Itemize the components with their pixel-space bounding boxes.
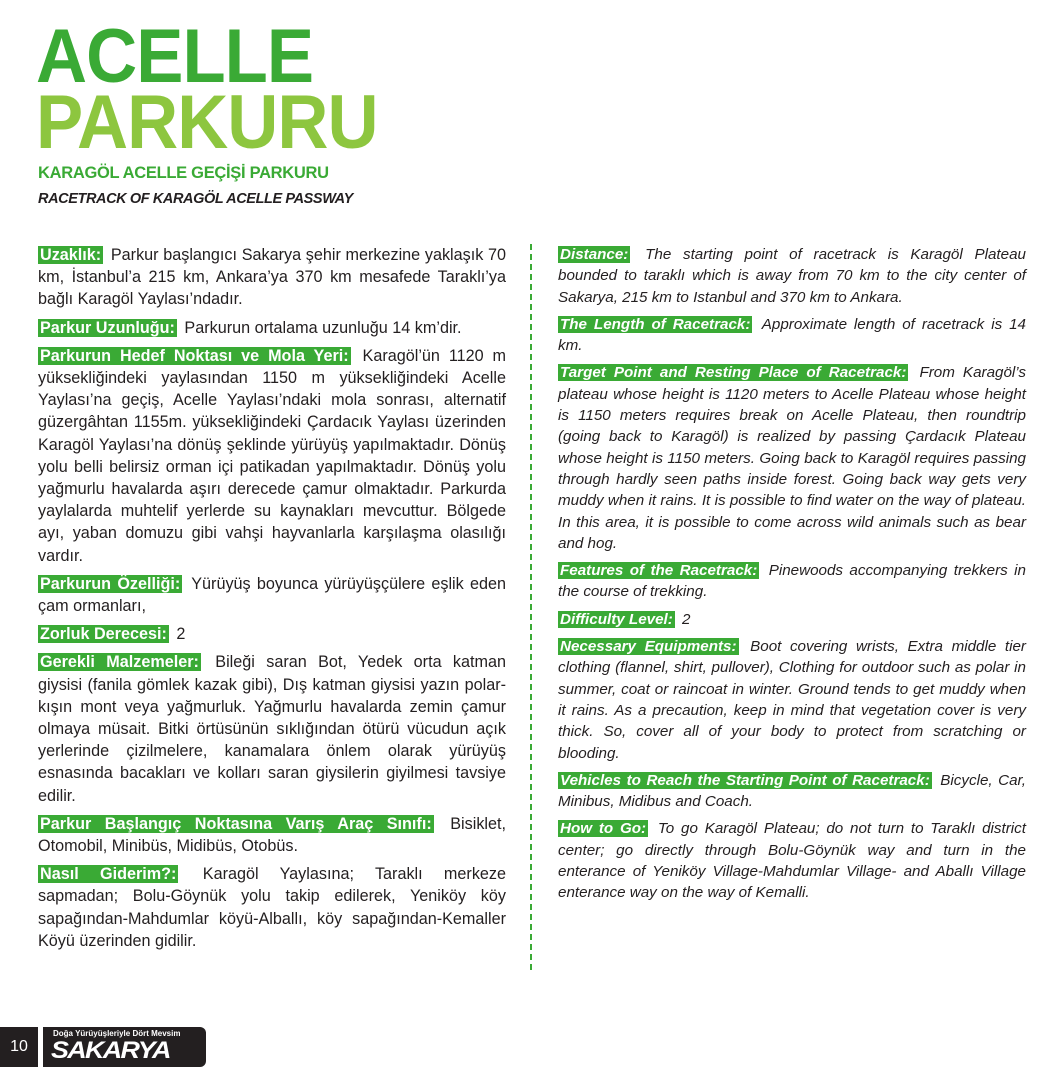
- section-equipment-en: [558, 636, 1026, 764]
- section-features-tr: [38, 573, 506, 617]
- section-text: Approximate length of racetrack is 14 km.: [558, 315, 1026, 355]
- section-text: Bicycle, Car, Minibus, Midibus and Coach.: [558, 771, 1026, 811]
- section-equipment-tr: [38, 651, 506, 806]
- section-label: Gerekli Malzemeler:: [40, 653, 199, 672]
- section-howto-tr: [38, 863, 506, 952]
- section-difficulty-en: [558, 609, 1026, 630]
- section-length-en: [558, 314, 1026, 357]
- section-howto-en: [558, 818, 1026, 903]
- section-text: Karagöl’ün 1120 m yüksekliğindeki yaylasından 1150 m yüksekliğindeki Acelle Yaylası’na geçiş, Acelle Yaylası’ndaki mola sonrası, alternatif güzergâhtan 1155m. yüksekliğindeki Çardacık Yaylası üzerinden Karagöl Yaylası’na dönüş şeklinde yürüyüş yapılmaktadır. Dönüş yolu belli belirsiz orman içi patikadan yapılmaktadır. Dönüş yolu yağmurlu havalarda aşırı derecede çamur olmaktadır. Parkurda yaylalarda muhtelif yerlerde su kaynakları mevcuttur. Bölgede ayı, yaban domuzu gibi vahşi hayvanlarla karşılaşma olasılığı vardır.: [38, 346, 506, 565]
- column-divider: [530, 244, 532, 970]
- section-text: 2: [682, 610, 691, 628]
- section-text: Parkurun ortalama uzunluğu 14 km’dir.: [184, 318, 462, 337]
- section-text: Parkur başlangıcı Sakarya şehir merkezine yaklaşık 70 km, İstanbul’a 215 km, Ankara’ya 370 km mesafede Taraklı’ya bağlı Karagöl Yaylası’ndadır.: [38, 246, 507, 309]
- english-column: [558, 244, 1026, 910]
- subtitle-english: RACETRACK OF KARAGÖL ACELLE PASSWAY: [38, 191, 353, 207]
- section-target-en: [558, 362, 1026, 554]
- subtitle-turkish: KARAGÖL ACELLE GEÇİŞİ PARKURU: [38, 164, 329, 182]
- section-label: Difficulty Level:: [560, 610, 673, 628]
- section-text: Pinewoods accompanying trekkers in the course of trekking.: [558, 562, 1026, 601]
- section-text: From Karagöl’s plateau whose height is 1120 meters to Acelle Plateau whose height is 1150 meters requires break on Acelle Plateau, then roundtrip (going back to Karagöl) is realized by passing Çardacık Plateau whose height is 1150 meters. Going back to Karagöl requires passing through hardly seen paths inside forest. Going back way gets very muddy when it rains. It is possible to find water on the way of plateau. In this area, it is possible to come across wild animals such as bear and hog.: [558, 364, 1026, 552]
- section-features-en: [558, 560, 1026, 603]
- section-label: Target Point and Resting Place of Racetrack:: [560, 364, 907, 382]
- section-text: Boot covering wrists, Extra middle tier clothing (flannel, shirt, pullover), Clothing for outdoor such as polar in summer, coat or raincoat in winter. Ground tends to get muddy when it rains. As a precaution, keep in mind that vegetation cover is very thick. So, cover all of your body to protect from scratching or blooding.: [558, 638, 1026, 762]
- section-text: To go Karagöl Plateau; do not turn to Taraklı district center; go directly through Bolu-Göynük way and turn in the enterance of Yeniköy Village-Mahdumlar Village- and Aballı Village enterance way on the way of Kemalli.: [558, 820, 1026, 902]
- section-distance-en: [558, 244, 1026, 308]
- section-text: Karagöl Yaylasına; Taraklı merkeze sapmadan; Bolu-Göynük yolu takip edilerek, Yeniköy köy sapağından-Mahdumlar köyü-Alballı, köy sapağından-Kemaller Köyü üzerinden gidilir.: [38, 865, 507, 950]
- section-label: Vehicles to Reach the Starting Point of Racetrack:: [560, 771, 930, 789]
- section-difficulty-tr: [38, 623, 506, 645]
- section-text: Bisiklet, Otomobil, Minibüs, Midibüs, Otobüs.: [38, 814, 507, 856]
- section-label: Necessary Equipments:: [560, 638, 737, 656]
- badge-tagline: Doğa Yürüyüşleriyle Dört Mevsim: [53, 1029, 181, 1038]
- section-label: Nasıl Giderim?:: [40, 865, 177, 884]
- sakarya-badge: [43, 1027, 206, 1067]
- section-vehicles-en: [558, 770, 1026, 813]
- section-distance-tr: [38, 244, 506, 311]
- section-text: Yürüyüş boyunca yürüyüşçülere eşlik eden çam ormanları,: [38, 574, 506, 616]
- section-label: Features of the Racetrack:: [560, 562, 758, 580]
- section-label: Parkur Başlangıç Noktasına Varış Araç Sınıfı:: [40, 814, 432, 833]
- turkish-column: [38, 244, 506, 958]
- section-vehicles-tr: [38, 813, 506, 857]
- section-text: Bileği saran Bot, Yedek orta katman giysisi (fanila gömlek kazak gibi), Dış katman giysisi yazın polar-kışın mont veya yağmurluk. Yağmurlu havalarda zemin çamur olmaya müsait. Bitki örtüsünün sıklığından ötürü vücudun açık yerlerinde çizilmelere, kanamalara önlem olarak yürüyüş esnasında bacakları ve kolları saran giysilerin giyilmesi tavsiye edilir.: [38, 653, 507, 805]
- section-label: Distance:: [560, 246, 629, 263]
- section-label: Zorluk Derecesi:: [40, 625, 167, 644]
- sakarya-logo: SAKARYA: [51, 1037, 170, 1064]
- section-label: Uzaklık:: [40, 246, 102, 264]
- section-target-tr: [38, 345, 506, 567]
- section-text: 2: [176, 625, 186, 644]
- section-label: How to Go:: [560, 820, 647, 838]
- page-number: 10: [0, 1027, 38, 1067]
- title-line-1: ACELLE: [36, 14, 314, 99]
- section-length-tr: [38, 317, 506, 339]
- section-label: Parkur Uzunluğu:: [40, 318, 175, 337]
- section-label: The Length of Racetrack:: [560, 315, 751, 333]
- title-line-2: PARKURU: [36, 80, 378, 165]
- section-label: Parkurun Özelliği:: [40, 574, 181, 593]
- section-text: The starting point of racetrack is Karagöl Plateau bounded to taraklı which is away from 70 km to the city center of Sakarya, 215 km to Istanbul and 370 km to Ankara.: [558, 246, 1026, 306]
- section-label: Parkurun Hedef Noktası ve Mola Yeri:: [40, 346, 349, 365]
